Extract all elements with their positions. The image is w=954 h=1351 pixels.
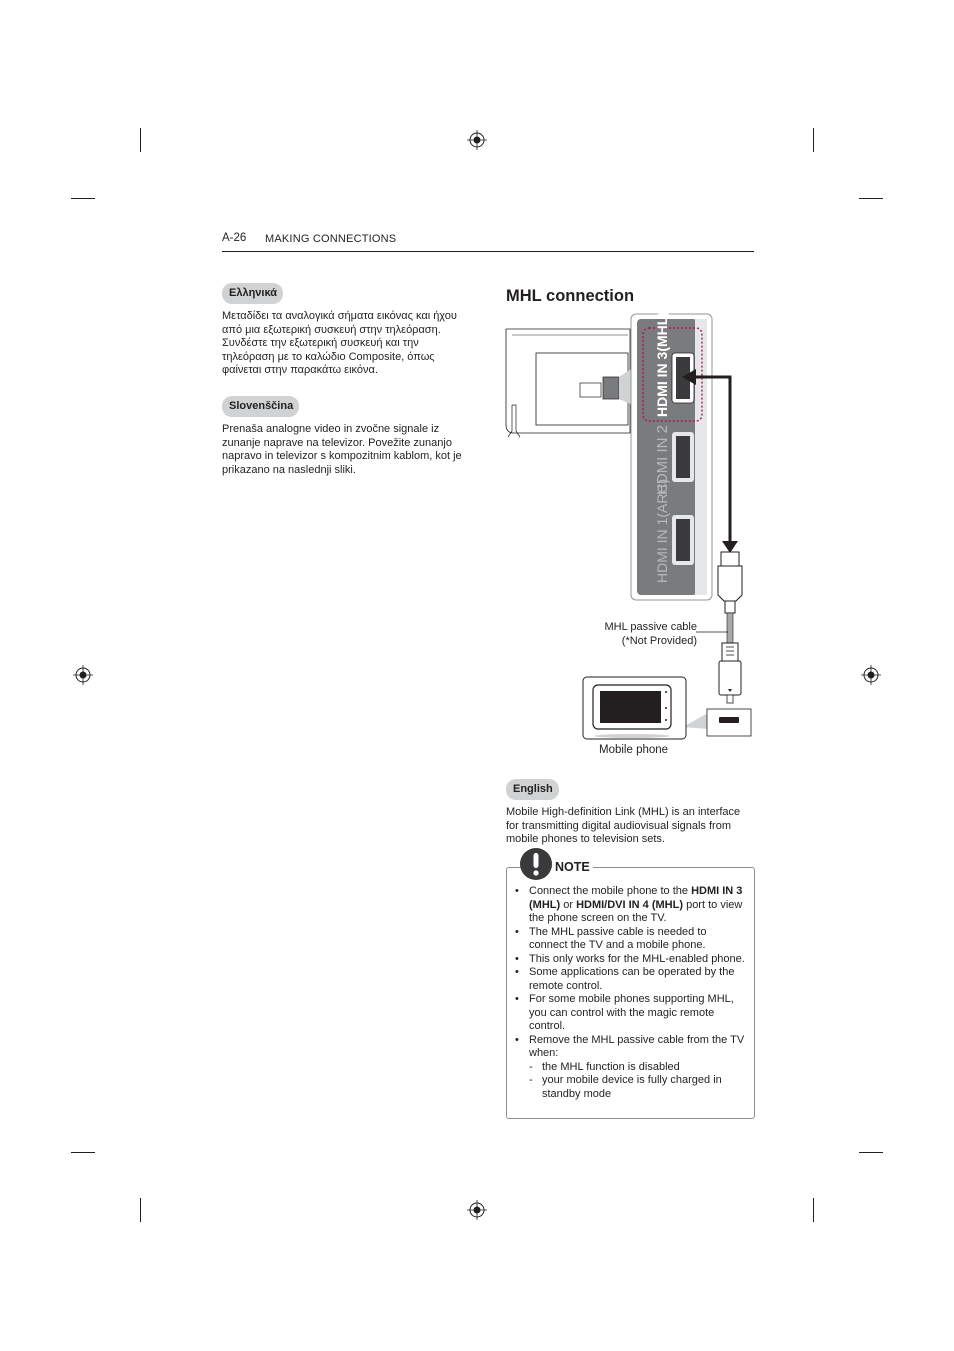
tv-back-icon <box>506 329 630 437</box>
port-label: HDMI IN 1(ARC) <box>654 478 670 583</box>
mhl-cable <box>727 613 733 643</box>
hdmi-plug-icon <box>718 552 742 613</box>
list-subitem: - your mobile device is fully charged in standby mode <box>514 1074 746 1101</box>
phone-port-callout <box>683 709 751 736</box>
crop-mark <box>859 198 883 199</box>
phone-label: Mobile phone <box>599 744 669 756</box>
slovene-paragraph <box>222 423 482 477</box>
list-item: • This only works for the MHL-enabled phone. <box>514 953 746 967</box>
list-item: • Connect the mobile phone to the HDMI IN 3 (MHL) or HDMI/DVI IN 4 (MHL) port to view the phone screen on the TV. <box>514 885 746 926</box>
text-line: Συνδέστε την εξωτερική συσκευή και την <box>222 337 419 350</box>
cable-label-line: (*Not Provided) <box>621 634 697 647</box>
crop-mark <box>71 1152 95 1153</box>
port-label: HDMI IN 2 <box>654 424 671 495</box>
hdmi-port-icon <box>672 432 694 482</box>
text-line: Prenaša analogne video in zvočne signale iz <box>222 423 440 435</box>
note-label: NOTE <box>552 860 593 874</box>
running-header: MAKING CONNECTIONS <box>265 233 397 245</box>
registration-mark-icon <box>467 1200 487 1220</box>
page-number: A-26 <box>222 232 247 244</box>
language-tag-english: English <box>506 779 559 800</box>
list-item: • The MHL passive cable is needed to connect the TV and a mobile phone. <box>514 926 746 953</box>
text-line: τηλεόραση με το καλώδιο Composite, όπως <box>222 350 435 363</box>
text-line: zunanje naprave na televizor. Povežite zunanjo <box>222 436 452 449</box>
text-line: for transmitting digital audiovisual signals from <box>506 819 731 832</box>
list-item: • For some mobile phones supporting MHL, you can control with the magic remote control. <box>514 993 746 1034</box>
cable-label <box>560 621 697 648</box>
list-item: • Some applications can be operated by the remote control. <box>514 966 746 993</box>
port-label: HDMI IN 3(MHL) <box>654 312 670 417</box>
text-line: mobile phones to television sets. <box>506 833 665 846</box>
registration-mark-icon <box>861 665 881 685</box>
crop-mark <box>813 128 814 152</box>
text-line: prikazano na naslednji sliki. <box>222 463 356 476</box>
cable-label-line: MHL passive cable <box>604 621 697 633</box>
english-paragraph <box>506 806 756 847</box>
crop-mark <box>140 1198 141 1222</box>
text-line: Mobile High-definition Link (MHL) is an interface <box>506 806 741 818</box>
micro-usb-plug-icon <box>719 643 741 703</box>
exclamation-icon <box>518 846 554 882</box>
list-subitem: - the MHL function is disabled <box>514 1061 746 1075</box>
registration-mark-icon <box>467 130 487 150</box>
header-rule <box>222 251 754 252</box>
language-tag-slovene: Slovenščina <box>222 396 299 417</box>
crop-mark <box>859 1152 883 1153</box>
text-line: napravo in televizor s kompozitnim kablom, kot je <box>222 450 462 463</box>
text-line: Μεταδίδει τα αναλογικά σήματα εικόνας και ήχου <box>222 310 457 322</box>
mhl-connection-diagram <box>500 305 760 765</box>
language-tag-greek: Ελληνικά <box>222 283 283 304</box>
crop-mark <box>813 1198 814 1222</box>
text-line: φαίνεται στην παρακάτω εικόνα. <box>222 364 378 377</box>
text-line: από μια εξωτερική συσκευή στην τηλεόραση. <box>222 323 441 336</box>
note-list <box>514 885 746 1101</box>
section-title: MHL connection <box>506 287 635 305</box>
registration-mark-icon <box>73 665 93 685</box>
crop-mark <box>71 198 95 199</box>
hdmi-port-icon <box>672 515 694 565</box>
mobile-phone-icon <box>583 677 686 739</box>
list-item: • Remove the MHL passive cable from the TV when: <box>514 1034 746 1061</box>
greek-paragraph <box>222 310 482 378</box>
crop-mark <box>140 128 141 152</box>
